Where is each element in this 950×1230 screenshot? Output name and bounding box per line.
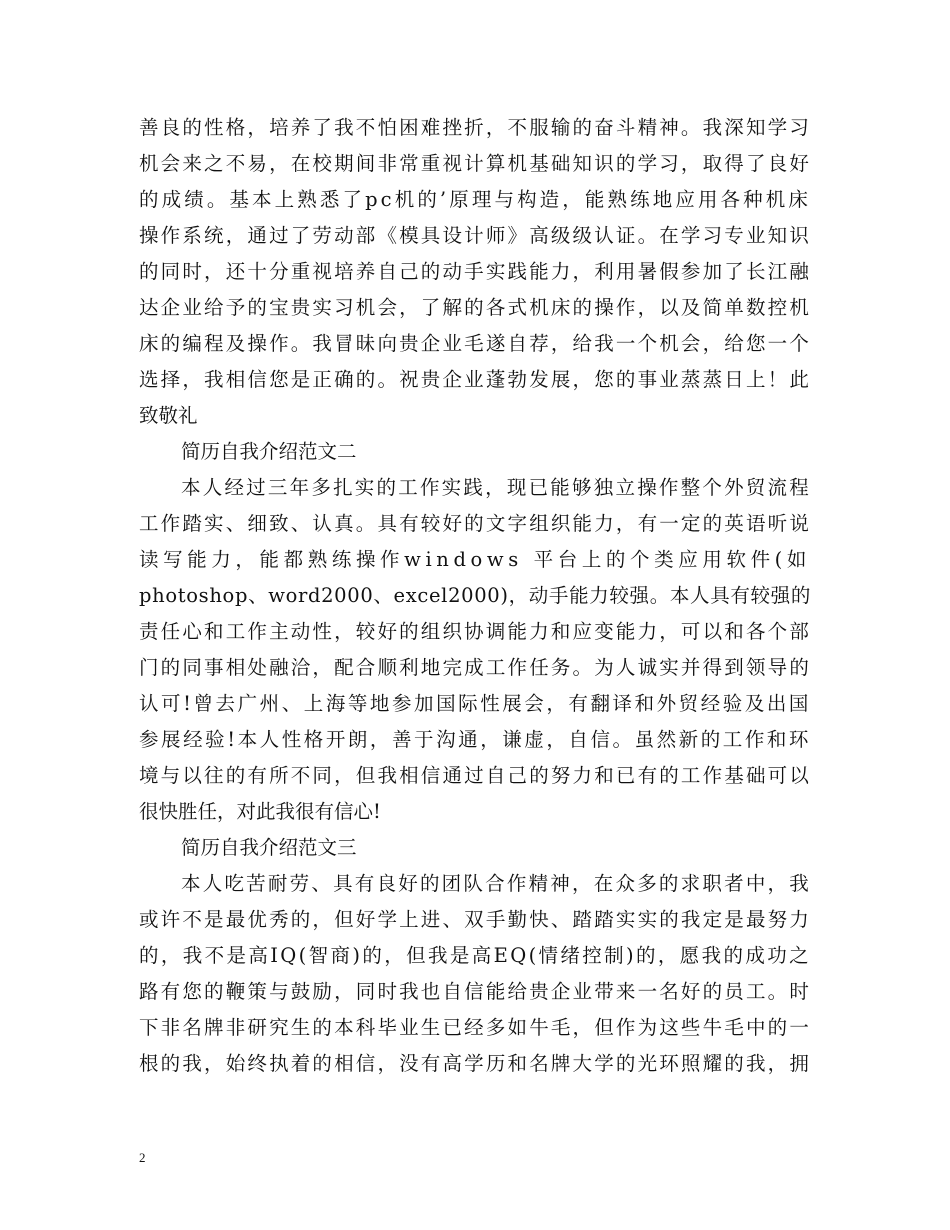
text-line	[139, 434, 811, 470]
text-line	[139, 290, 811, 326]
text-line-content: 选择，我相信您是正确的。祝贵企业蓬勃发展，您的事业蒸蒸日上！此	[139, 368, 811, 391]
text-line	[139, 218, 811, 254]
text-line-content: 简历自我介绍范文三	[181, 836, 357, 859]
text-line-content: 路有您的鞭策与鼓励，同时我也自信能给贵企业带来一名好的员工。时	[139, 980, 811, 1003]
text-line-content: 的，我不是高IQ(智商)的，但我是高EQ(情绪控制)的，愿我的成功之	[139, 944, 811, 967]
text-line	[139, 974, 811, 1010]
text-line-content: 责任心和工作主动性，较好的组织协调能力和应变能力，可以和各个部	[139, 620, 811, 643]
text-line-content: 致敬礼	[139, 404, 198, 427]
text-line	[139, 398, 811, 434]
text-line-content: 达企业给予的宝贵实习机会，了解的各式机床的操作，以及简单数控机	[139, 296, 811, 319]
text-line	[139, 254, 811, 290]
text-line-content: 的同时，还十分重视培养自己的动手实践能力，利用暑假参加了长江融	[139, 260, 811, 283]
text-line-content: 本人经过三年多扎实的工作实践，现已能够独立操作整个外贸流程	[181, 476, 811, 499]
text-line-content: 工作踏实、细致、认真。具有较好的文字组织能力，有一定的英语听说	[139, 512, 811, 535]
text-line-content: 床的编程及操作。我冒昧向贵企业毛遂自荐，给我一个机会，给您一个	[139, 332, 811, 355]
text-line	[139, 650, 811, 686]
text-line-content: 简历自我介绍范文二	[181, 440, 357, 463]
text-line	[139, 326, 811, 362]
text-line-content: photoshop、word2000、excel2000)，动手能力较强。本人具有较强的	[139, 584, 811, 607]
text-line	[139, 866, 811, 902]
text-line-content: 很快胜任，对此我很有信心!	[139, 800, 381, 823]
text-line	[139, 1046, 811, 1082]
text-line	[139, 614, 811, 650]
text-line	[139, 902, 811, 938]
text-line-content: 境与以往的有所不同，但我相信通过自己的努力和已有的工作基础可以	[139, 764, 811, 787]
text-line-content: 认可!曾去广州、上海等地参加国际性展会，有翻译和外贸经验及出国	[139, 692, 811, 715]
text-line	[139, 110, 811, 146]
text-line	[139, 542, 811, 578]
text-line-content: 的成绩。基本上熟悉了pc机的’原理与构造，能熟练地应用各种机床	[139, 188, 811, 211]
text-line-content: 善良的性格，培养了我不怕困难挫折，不服输的奋斗精神。我深知学习	[139, 116, 811, 139]
text-line	[139, 830, 811, 866]
text-line-content: 操作系统，通过了劳动部《模具设计师》高级级认证。在学习专业知识	[139, 224, 811, 247]
text-line	[139, 506, 811, 542]
text-line	[139, 362, 811, 398]
text-line	[139, 722, 811, 758]
text-line	[139, 578, 811, 614]
text-line	[139, 758, 811, 794]
text-line	[139, 1010, 811, 1046]
text-line-content: 本人吃苦耐劳、具有良好的团队合作精神，在众多的求职者中，我	[181, 872, 811, 895]
text-line-content: 机会来之不易，在校期间非常重视计算机基础知识的学习，取得了良好	[139, 152, 811, 175]
text-line	[139, 686, 811, 722]
text-line-content: 参展经验!本人性格开朗，善于沟通，谦虚，自信。虽然新的工作和环	[139, 728, 811, 751]
text-line-content: 下非名牌非研究生的本科毕业生已经多如牛毛，但作为这些牛毛中的一	[139, 1016, 811, 1039]
text-line-content: 根的我，始终执着的相信，没有高学历和名牌大学的光环照耀的我，拥	[139, 1052, 811, 1075]
text-line-content: 读写能力，能都熟练操作windows 平台上的个类应用软件(如	[139, 548, 811, 571]
text-line	[139, 938, 811, 974]
text-line-content: 或许不是最优秀的，但好学上进、双手勤快、踏踏实实的我定是最努力	[139, 908, 811, 931]
page-number: 2	[139, 1150, 146, 1165]
text-line	[139, 470, 811, 506]
text-line	[139, 182, 811, 218]
text-line-content: 门的同事相处融洽，配合顺利地完成工作任务。为人诚实并得到领导的	[139, 656, 811, 679]
text-line	[139, 146, 811, 182]
text-line	[139, 794, 811, 830]
document-body	[139, 110, 811, 1082]
